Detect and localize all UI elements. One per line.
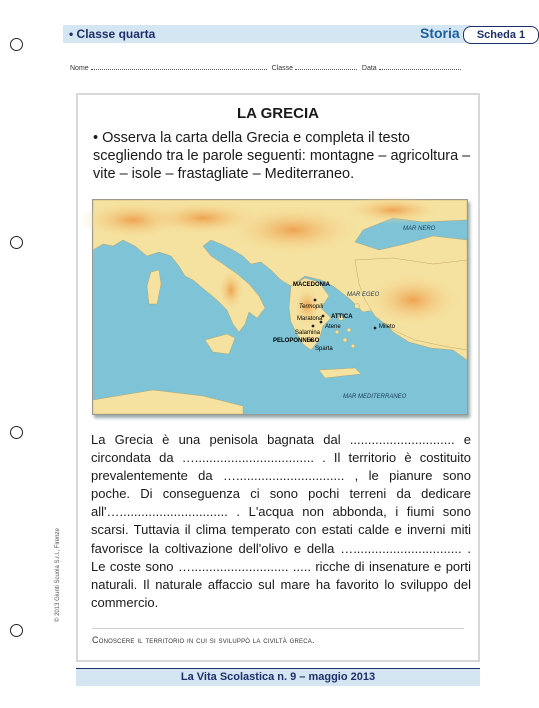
label-macedonia: MACEDONIA [293,282,330,288]
binder-hole-middle-upper [10,236,23,249]
class-field-label: Classe [271,65,293,72]
name-line[interactable] [91,63,267,70]
class-label: • Classe quarta [69,27,156,41]
card-badge: Scheda 1 [463,26,539,44]
fill-in-paragraph: La Grecia è una penisola bagnata dal ............................. e circondata da …................................. . Il territorio è costituito prevalentemente da ….............................. , le pianure sono poche. Di conseguenza ci sono pochi terreni da dedicare all'….............................. . L'acqua non abbonda, i fiumi sono scarsi. Tuttavia il clima temperato con estati calde e inverni miti favorisce la coltivazione dell'olivo e della ….............................. . Le coste sono …........................... ..... ricche di insenature e porti naturali. Il naturale affaccio sul mare ha favorito lo sviluppo del commercio. [91,432,471,610]
label-salamina: Salamina [295,330,321,336]
label-termopili: Termopili [299,304,324,310]
label-sparta: Sparta [315,346,333,352]
worksheet-title: LA GRECIA [237,105,319,122]
label-maratona: Maratona [297,316,323,322]
label-peloponneso: PELOPONNESO [273,338,320,344]
map-graphic [93,200,467,414]
name-label: Nome [70,65,89,72]
label-mileto: Mileto [379,324,396,330]
class-line[interactable] [295,63,357,70]
label-atene: Atene [325,324,341,330]
student-fields [70,63,470,72]
binder-hole-bottom [10,624,23,637]
learning-objective: Conoscere il territorio in cui si sviluppò la civiltà greca. [92,635,315,645]
divider [92,628,464,629]
label-mar-egeo: MAR EGEO [347,292,380,298]
subject-label: Storia [420,25,460,41]
worksheet-frame [76,93,480,662]
instruction-text: • Osserva la carta della Grecia e completa il testo scegliendo tra le parole seguenti: montagne – agricoltura – vite – isole – frastagliate – Mediterraneo. [93,130,471,182]
binder-hole-middle-lower [10,426,23,439]
copyright-note: © 2013 Giunti Scuola S.r.l., Firenze [55,528,61,622]
header-bar [63,25,526,43]
binder-hole-top [10,38,23,51]
relief-apennines [217,268,245,312]
relief-balkans [223,204,363,256]
label-mar-nero: MAR NERO [403,226,436,232]
date-line[interactable] [379,63,461,70]
relief-anatolia [363,272,463,328]
date-label: Data [361,65,377,72]
relief-northeast [343,196,443,224]
exercise-text [91,431,471,612]
label-mar-mediterraneo: MAR MEDITERRANEO [343,394,407,400]
greece-map [92,199,468,415]
label-attica: ATTICA [331,314,353,320]
footer-bar: La Vita Scolastica n. 9 – maggio 2013 [76,668,480,686]
